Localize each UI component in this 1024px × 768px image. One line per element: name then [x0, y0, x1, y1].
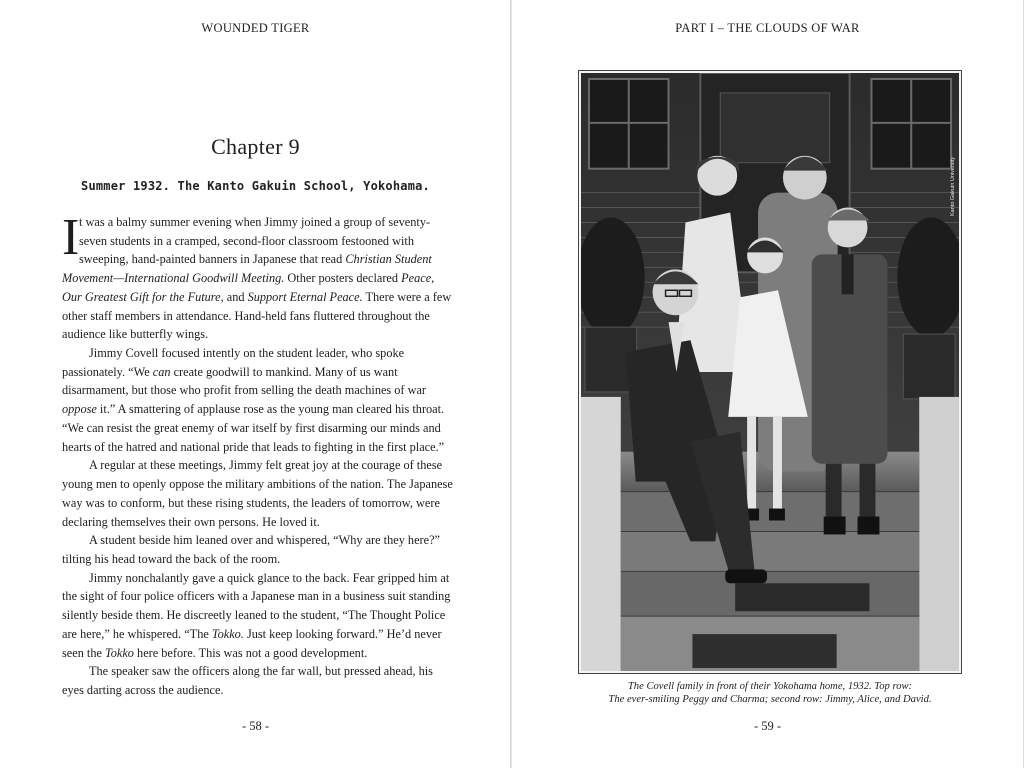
caption-line-2: The ever-smiling Peggy and Charma; second row: Jimmy, Alice, and David.: [608, 694, 932, 705]
text-run: are here,” he whispered. “The: [62, 626, 212, 641]
body-line: [62, 587, 450, 606]
right-page: [512, 0, 1023, 768]
body-line: [62, 213, 450, 232]
text-run: create goodwill to mankind. Many of us want: [170, 364, 398, 379]
text-run: and: [223, 289, 248, 304]
italic-text-run: Support Eternal Peace.: [247, 289, 363, 304]
text-run: here before. This was not a good development.: [133, 645, 368, 660]
body-line: [62, 288, 450, 307]
body-line: [62, 438, 450, 457]
caption-line-1: The Covell family in front of their Yokohama home, 1932. Top row:: [627, 681, 913, 692]
body-line: [62, 531, 450, 550]
running-head-part-title: PART I – THE CLOUDS OF WAR: [675, 21, 860, 35]
text-run: declaring themselves their own persons. He loved it.: [62, 514, 320, 529]
body-line: [62, 606, 450, 625]
text-run: young men to openly oppose the military ambitions of the nation. The Japanese: [62, 477, 453, 492]
italic-text-run: Our Greatest Gift for the Future,: [62, 289, 224, 304]
body-line: [62, 475, 453, 494]
chapter-title: Chapter 9: [211, 134, 300, 159]
left-page: [0, 0, 511, 768]
italic-text-run: Peace,: [401, 271, 435, 286]
text-run: way was to conform, but these rising students, the leaders of tomorrow, were: [62, 495, 440, 510]
text-run: Jimmy nonchalantly gave a quick glance to the back. Fear gripped him at: [89, 570, 450, 585]
body-line: [62, 569, 450, 588]
body-line: [62, 381, 450, 400]
body-line: [62, 513, 450, 532]
text-run: Just keep looking forward.” He’d never: [243, 626, 442, 641]
body-line: [62, 662, 450, 681]
body-line: [62, 269, 450, 288]
text-run: A student beside him leaned over and whispered, “Why are they here?”: [89, 533, 441, 548]
text-run: the sight of four police officers with a Japanese man in a business suit standing: [62, 589, 451, 604]
page-number-left: - 58 -: [241, 719, 270, 733]
italic-text-run: oppose: [62, 402, 97, 417]
family-photograph: [578, 70, 962, 674]
body-line: [62, 400, 450, 419]
body-line: [62, 344, 450, 363]
text-run: There were a few: [362, 289, 452, 304]
italic-text-run: Tokko.: [211, 626, 244, 641]
text-run: other staff members in attendance. Hand-held fans fluttered throughout the: [62, 308, 430, 323]
chapter-subtitle: Summer 1932. The Kanto Gakuin School, Yokohama.: [81, 179, 430, 193]
body-line: [62, 419, 450, 438]
text-run: eyes darting across the audience.: [62, 682, 224, 697]
chapter-body-text: [62, 209, 453, 700]
text-run: tilting his head toward the back of the room.: [62, 551, 281, 566]
body-line: [62, 325, 450, 344]
text-run: hearts of the hatred and national pride that leads to fighting in the first place.”: [62, 439, 445, 454]
body-line: [62, 307, 450, 326]
photo-caption: [578, 680, 962, 706]
text-run: “We can resist the great enemy of war itself by first disarming our minds and: [62, 420, 441, 435]
italic-text-run: Tokko: [105, 645, 134, 660]
text-run: Other posters declared: [284, 271, 402, 286]
text-run: A regular at these meetings, Jimmy felt great joy at the courage of these: [89, 458, 443, 473]
text-run: seven students in a cramped, second-floor classroom festooned with: [79, 233, 414, 248]
body-line: [62, 232, 450, 251]
text-run: disarmament, but those who profit from selling the death machines of war: [62, 383, 427, 398]
body-line: [62, 494, 450, 513]
text-run: The speaker saw the officers along the far wall, but pressed ahead, his: [89, 664, 433, 679]
body-line: [62, 681, 450, 700]
running-head-book-title: WOUNDED TIGER: [201, 21, 310, 35]
text-run: seen the: [62, 645, 106, 660]
body-line: [62, 250, 450, 269]
body-line: [62, 644, 450, 663]
body-line: [62, 550, 450, 569]
italic-text-run: Movement—International Goodwill Meeting.: [62, 271, 285, 286]
text-run: t was a balmy summer evening when Jimmy joined a group of seventy-: [79, 215, 431, 229]
body-line: [62, 363, 450, 382]
text-run: it.” A smattering of applause rose as the young man cleared his throat.: [96, 402, 445, 417]
page-number-right: - 59 -: [753, 719, 782, 733]
body-line: [62, 456, 450, 475]
photo-credit: Kanto Gakuin University: [950, 157, 956, 216]
body-line: [62, 625, 450, 644]
text-run: Jimmy Covell focused intently on the student leader, who spoke: [89, 346, 405, 361]
drop-cap: I: [62, 209, 80, 266]
text-run: audience like butterfly wings.: [62, 327, 209, 342]
photo-illustration: [581, 73, 959, 671]
italic-text-run: can: [152, 364, 171, 379]
text-run: silently beside them. He discreetly leaned to the student, “The Thought Police: [62, 608, 446, 623]
italic-text-run: Christian Student: [345, 252, 432, 267]
text-run: passionately. “We: [62, 364, 153, 379]
text-run: sweeping, hand-painted banners in Japanese that read: [79, 252, 346, 267]
